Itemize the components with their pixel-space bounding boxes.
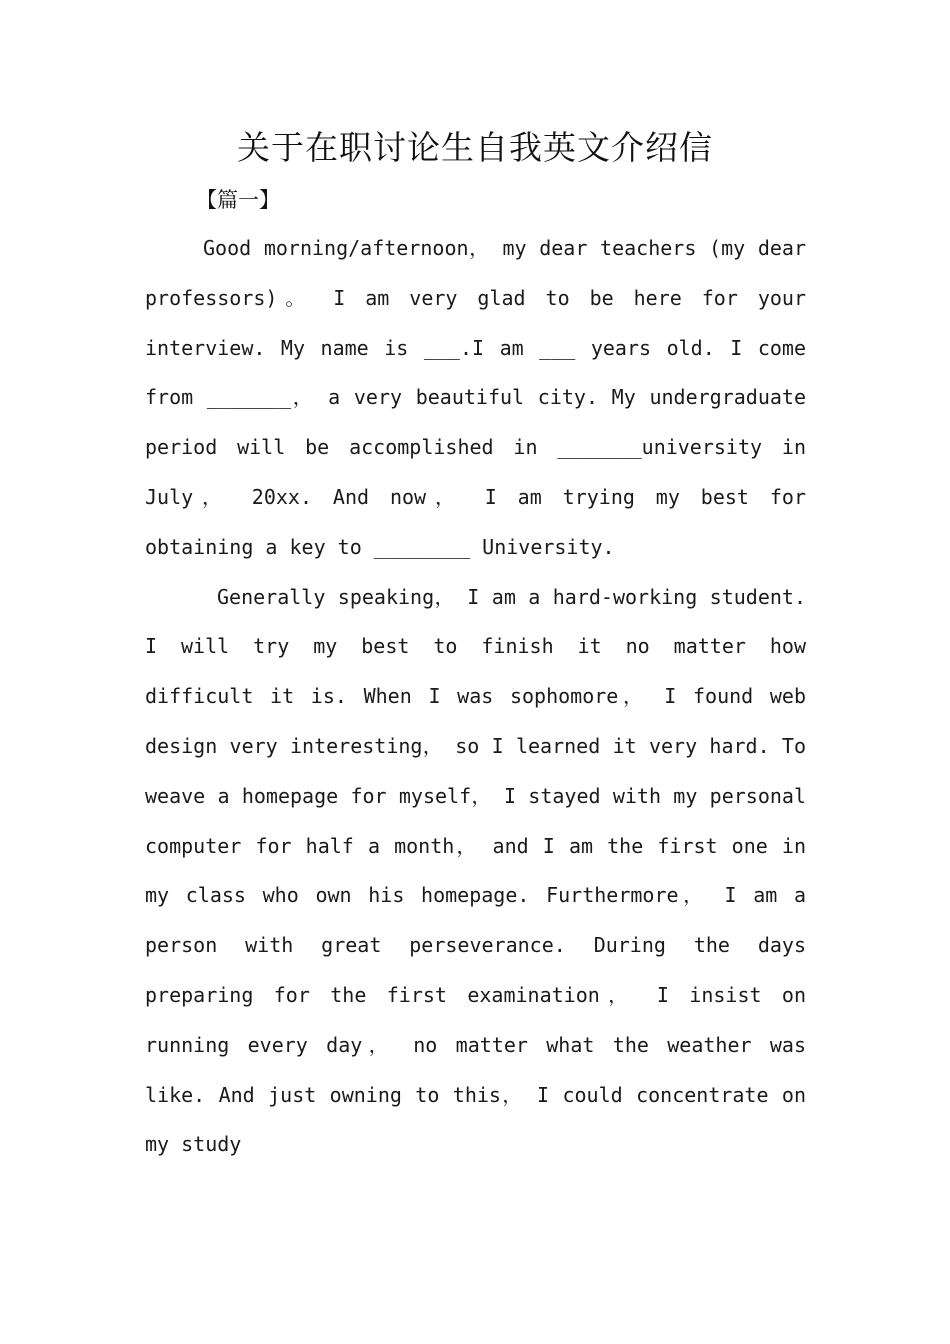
paragraph-2: Generally speaking， I am a hard-working student. I will try my best to finish it no matter how difficult it is. When I was sophomore， I found web design very interesting， so I learned it very hard. To weave a homepage for myself， I stayed with my personal computer for half a month， and I am the first one in my class who own his homepage. Furthermore， I am a person with great perseverance. During the days preparing for the first examination， I insist on running every day， no matter what the weather was like. And just owning to this， I could concentrate on my study — [145, 584, 806, 1157]
document-title: 关于在职讨论生自我英文介绍信 — [237, 128, 713, 167]
section-label: 【篇一】 — [196, 188, 280, 212]
paragraph-1: Good morning/afternoon， my dear teachers (my dear professors)。 I am very glad to be here for your interview. My name is ___.I am ___ years old. I come from _______， a very beautiful city. My undergraduate period will be accomplished in _______university in July， 20xx. And now， I am trying my best for obtaining a key to ________ University. — [145, 236, 806, 559]
document-body — [145, 224, 806, 1170]
